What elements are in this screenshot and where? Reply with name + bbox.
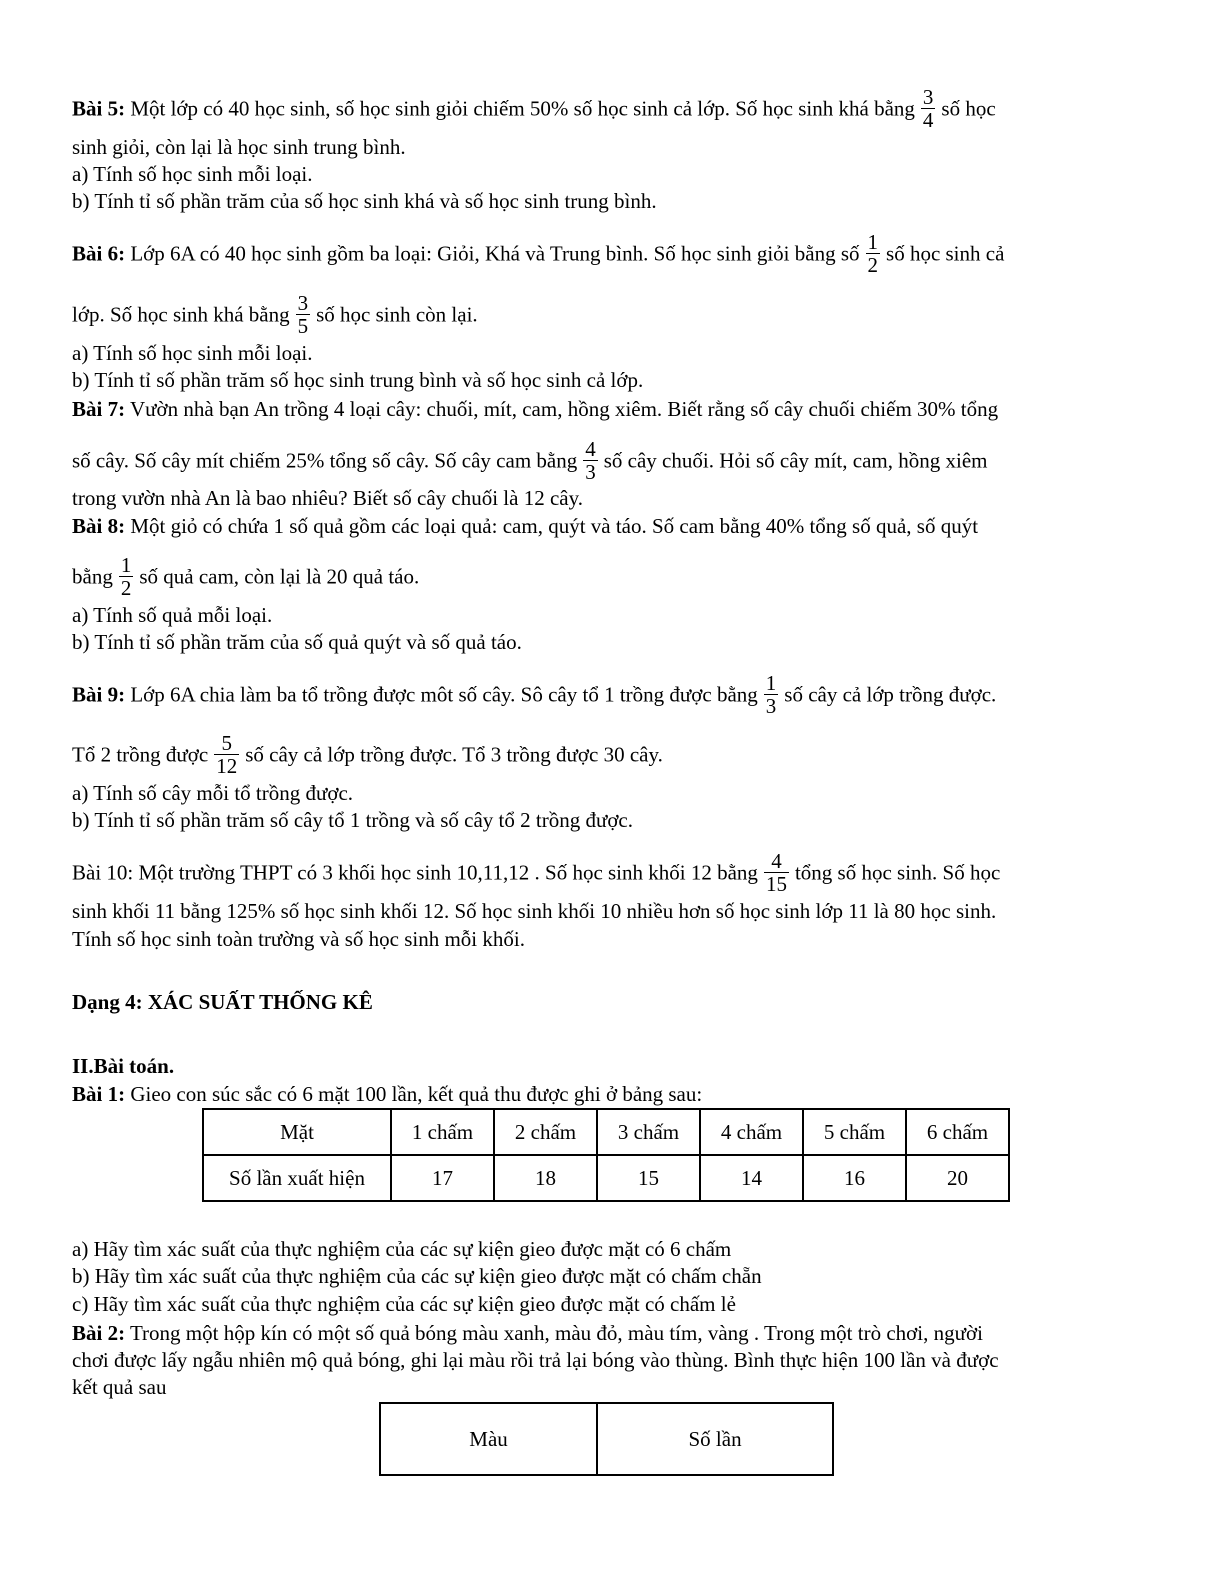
frac-denominator: 3 bbox=[765, 694, 777, 718]
frac-denominator: 3 bbox=[585, 460, 596, 484]
xs1-text: Gieo con súc sắc có 6 mặt 100 lần, kết quả thu được ghi ở bảng sau: bbox=[125, 1082, 703, 1106]
fraction bbox=[764, 672, 779, 717]
table-row bbox=[203, 1155, 1009, 1201]
frac-denominator: 12 bbox=[216, 754, 238, 778]
bai7-text: Vườn nhà bạn An trồng 4 loại cây: chuối, mít, cam, hồng xiêm. Biết rằng số cây chuối chiếm 30% tổng bbox=[125, 397, 999, 421]
bai6-label: Bài 6: bbox=[72, 241, 126, 266]
xs1-line1 bbox=[72, 1081, 702, 1107]
frac-numerator: 4 bbox=[764, 850, 789, 873]
table-header-cell: 3 chấm bbox=[597, 1109, 700, 1155]
fraction bbox=[921, 86, 936, 131]
table-header-cell: 4 chấm bbox=[700, 1109, 803, 1155]
bai10-line3: Tính số học sinh toàn trường và số học sinh mỗi khối. bbox=[72, 927, 525, 951]
bai9-part-a: a) Tính số cây mỗi tổ trồng được. bbox=[72, 781, 354, 805]
bai6-line2 bbox=[72, 291, 478, 339]
xs1-part-c: c) Hãy tìm xác suất của thực nghiệm của các sự kiện gieo được mặt có chấm lẻ bbox=[72, 1292, 736, 1316]
fraction bbox=[583, 438, 598, 483]
bai7-label: Bài 7: bbox=[72, 397, 126, 421]
bai8-part-b: b) Tính tỉ số phần trăm của số quả quýt và số quả táo. bbox=[72, 630, 522, 654]
table-header-row bbox=[380, 1403, 833, 1475]
table-cell: 15 bbox=[597, 1155, 700, 1201]
bai10-text: Bài 10: Một trường THPT có 3 khối học sinh 10,11,12 . Số học sinh khối 12 bằng bbox=[72, 860, 758, 885]
bai9-text: số cây cả lớp trồng được. bbox=[784, 682, 997, 707]
bai5-text: Một lớp có 40 học sinh, số học sinh giỏi chiếm 50% số học sinh cả lớp. Số học sinh khá bằng bbox=[125, 96, 915, 121]
xs1-part-a: a) Hãy tìm xác suất của thực nghiệm của các sự kiện gieo được mặt có 6 chấm bbox=[72, 1237, 732, 1261]
bai5-text: số học bbox=[941, 96, 996, 121]
table-header-row bbox=[203, 1109, 1009, 1155]
bai9-text: số cây cả lớp trồng được. Tổ 3 trồng được 30 cây. bbox=[245, 742, 663, 767]
xs2-line3: kết quả sau bbox=[72, 1375, 167, 1399]
bai7-line3: trong vườn nhà An là bao nhiêu? Biết số cây chuối là 12 cây. bbox=[72, 486, 583, 510]
section-heading-dang4: Dạng 4: XÁC SUẤT THỐNG KÊ bbox=[72, 990, 373, 1014]
table-cell: Số lần xuất hiện bbox=[203, 1155, 391, 1201]
frac-denominator: 15 bbox=[765, 872, 787, 896]
table-header-cell: 6 chấm bbox=[906, 1109, 1009, 1155]
bai6-text: số học sinh còn lại. bbox=[316, 302, 478, 327]
bai6-part-a: a) Tính số học sinh mỗi loại. bbox=[72, 341, 313, 365]
frac-denominator: 4 bbox=[922, 108, 934, 132]
table-cell: 18 bbox=[494, 1155, 597, 1201]
frac-numerator: 4 bbox=[585, 437, 596, 461]
table-header-cell: 5 chấm bbox=[803, 1109, 906, 1155]
table-cell: 20 bbox=[906, 1155, 1009, 1201]
bai6-part-b: b) Tính tỉ số phần trăm số học sinh trung bình và số học sinh cả lớp. bbox=[72, 368, 644, 392]
bai6-text: Lớp 6A có 40 học sinh gồm ba loại: Giỏi, Khá và Trung bình. Số học sinh giỏi bằng số bbox=[125, 241, 860, 266]
xs2-line1 bbox=[72, 1320, 983, 1346]
fraction bbox=[866, 231, 881, 276]
bai5-part-a: a) Tính số học sinh mỗi loại. bbox=[72, 162, 313, 186]
table-header-cell: Số lần bbox=[597, 1403, 833, 1475]
bai5-line2: sinh giỏi, còn lại là học sinh trung bình. bbox=[72, 135, 406, 159]
frac-denominator: 2 bbox=[867, 253, 879, 277]
bai8-line2 bbox=[72, 553, 420, 601]
table-header-cell: 2 chấm bbox=[494, 1109, 597, 1155]
frac-numerator: 5 bbox=[214, 732, 239, 755]
bai9-part-b: b) Tính tỉ số phần trăm số cây tổ 1 trồng và số cây tổ 2 trồng được. bbox=[72, 808, 634, 832]
bai9-label: Bài 9: bbox=[72, 682, 126, 707]
table-cell: 16 bbox=[803, 1155, 906, 1201]
bai7-line2 bbox=[72, 437, 988, 485]
bai8-label: Bài 8: bbox=[72, 514, 126, 538]
fraction bbox=[214, 732, 239, 777]
fraction bbox=[119, 554, 134, 599]
ball-results-table bbox=[379, 1402, 834, 1476]
frac-numerator: 1 bbox=[765, 671, 777, 695]
bai7-text: số cây chuối. Hỏi số cây mít, cam, hồng xiêm bbox=[603, 448, 988, 473]
bai9-line1 bbox=[72, 671, 997, 719]
bai8-text: bằng bbox=[72, 564, 113, 589]
bai9-text: Lớp 6A chia làm ba tổ trồng được môt số cây. Sô cây tổ 1 trồng được bằng bbox=[125, 682, 758, 707]
table-header-cell: Màu bbox=[380, 1403, 597, 1475]
bai10-line2: sinh khối 11 bằng 125% số học sinh khối 12. Số học sinh khối 10 nhiều hơn số học sinh lớp 11 là 80 học sinh. bbox=[72, 899, 997, 923]
bai8-line1 bbox=[72, 513, 978, 539]
table-header-cell: Mặt bbox=[203, 1109, 391, 1155]
fraction bbox=[296, 292, 311, 337]
bai6-line1 bbox=[72, 230, 1005, 278]
bai6-text: số học sinh cả bbox=[886, 241, 1005, 266]
frac-numerator: 1 bbox=[120, 553, 132, 577]
frac-numerator: 3 bbox=[297, 291, 309, 315]
frac-denominator: 5 bbox=[297, 314, 309, 338]
xs1-label: Bài 1: bbox=[72, 1082, 126, 1106]
bai5-part-b: b) Tính tỉ số phần trăm của số học sinh khá và số học sinh trung bình. bbox=[72, 189, 657, 213]
frac-numerator: 3 bbox=[922, 85, 934, 109]
xs1-part-b: b) Hãy tìm xác suất của thực nghiệm của các sự kiện gieo được mặt có chấm chẵn bbox=[72, 1264, 762, 1288]
bai6-text: lớp. Số học sinh khá bằng bbox=[72, 302, 290, 327]
dice-results-table bbox=[202, 1108, 1010, 1202]
xs2-text: Trong một hộp kín có một số quả bóng màu xanh, màu đỏ, màu tím, vàng . Trong một trò chơi, người bbox=[125, 1321, 983, 1345]
bai8-part-a: a) Tính số quả mỗi loại. bbox=[72, 603, 273, 627]
bai9-line2 bbox=[72, 731, 663, 779]
table-header-cell: 1 chấm bbox=[391, 1109, 494, 1155]
fraction bbox=[764, 850, 789, 895]
bai5-label: Bài 5: bbox=[72, 96, 126, 121]
bai8-text: Một giỏ có chứa 1 số quả gồm các loại quả: cam, quýt và táo. Số cam bằng 40% tổng số quả, số quýt bbox=[125, 514, 979, 538]
xs2-line2: chơi được lấy ngẫu nhiên mộ quả bóng, ghi lại màu rồi trả lại bóng vào thùng. Bình thực hiện 100 lần và được bbox=[72, 1348, 999, 1372]
bai5-line1 bbox=[72, 85, 996, 133]
bai10-line1 bbox=[72, 849, 1001, 897]
table-cell: 17 bbox=[391, 1155, 494, 1201]
xs2-label: Bài 2: bbox=[72, 1321, 126, 1345]
frac-numerator: 1 bbox=[867, 230, 879, 254]
bai8-text: số quả cam, còn lại là 20 quả táo. bbox=[139, 564, 420, 589]
section-heading-bai-toan: II.Bài toán. bbox=[72, 1054, 175, 1078]
bai9-text: Tổ 2 trồng được bbox=[72, 742, 209, 767]
table-cell: 14 bbox=[700, 1155, 803, 1201]
bai7-text: số cây. Số cây mít chiếm 25% tổng số cây. Số cây cam bằng bbox=[72, 448, 578, 473]
bai10-text: tổng số học sinh. Số học bbox=[794, 860, 1001, 885]
bai7-line1 bbox=[72, 396, 998, 422]
frac-denominator: 2 bbox=[120, 576, 132, 600]
